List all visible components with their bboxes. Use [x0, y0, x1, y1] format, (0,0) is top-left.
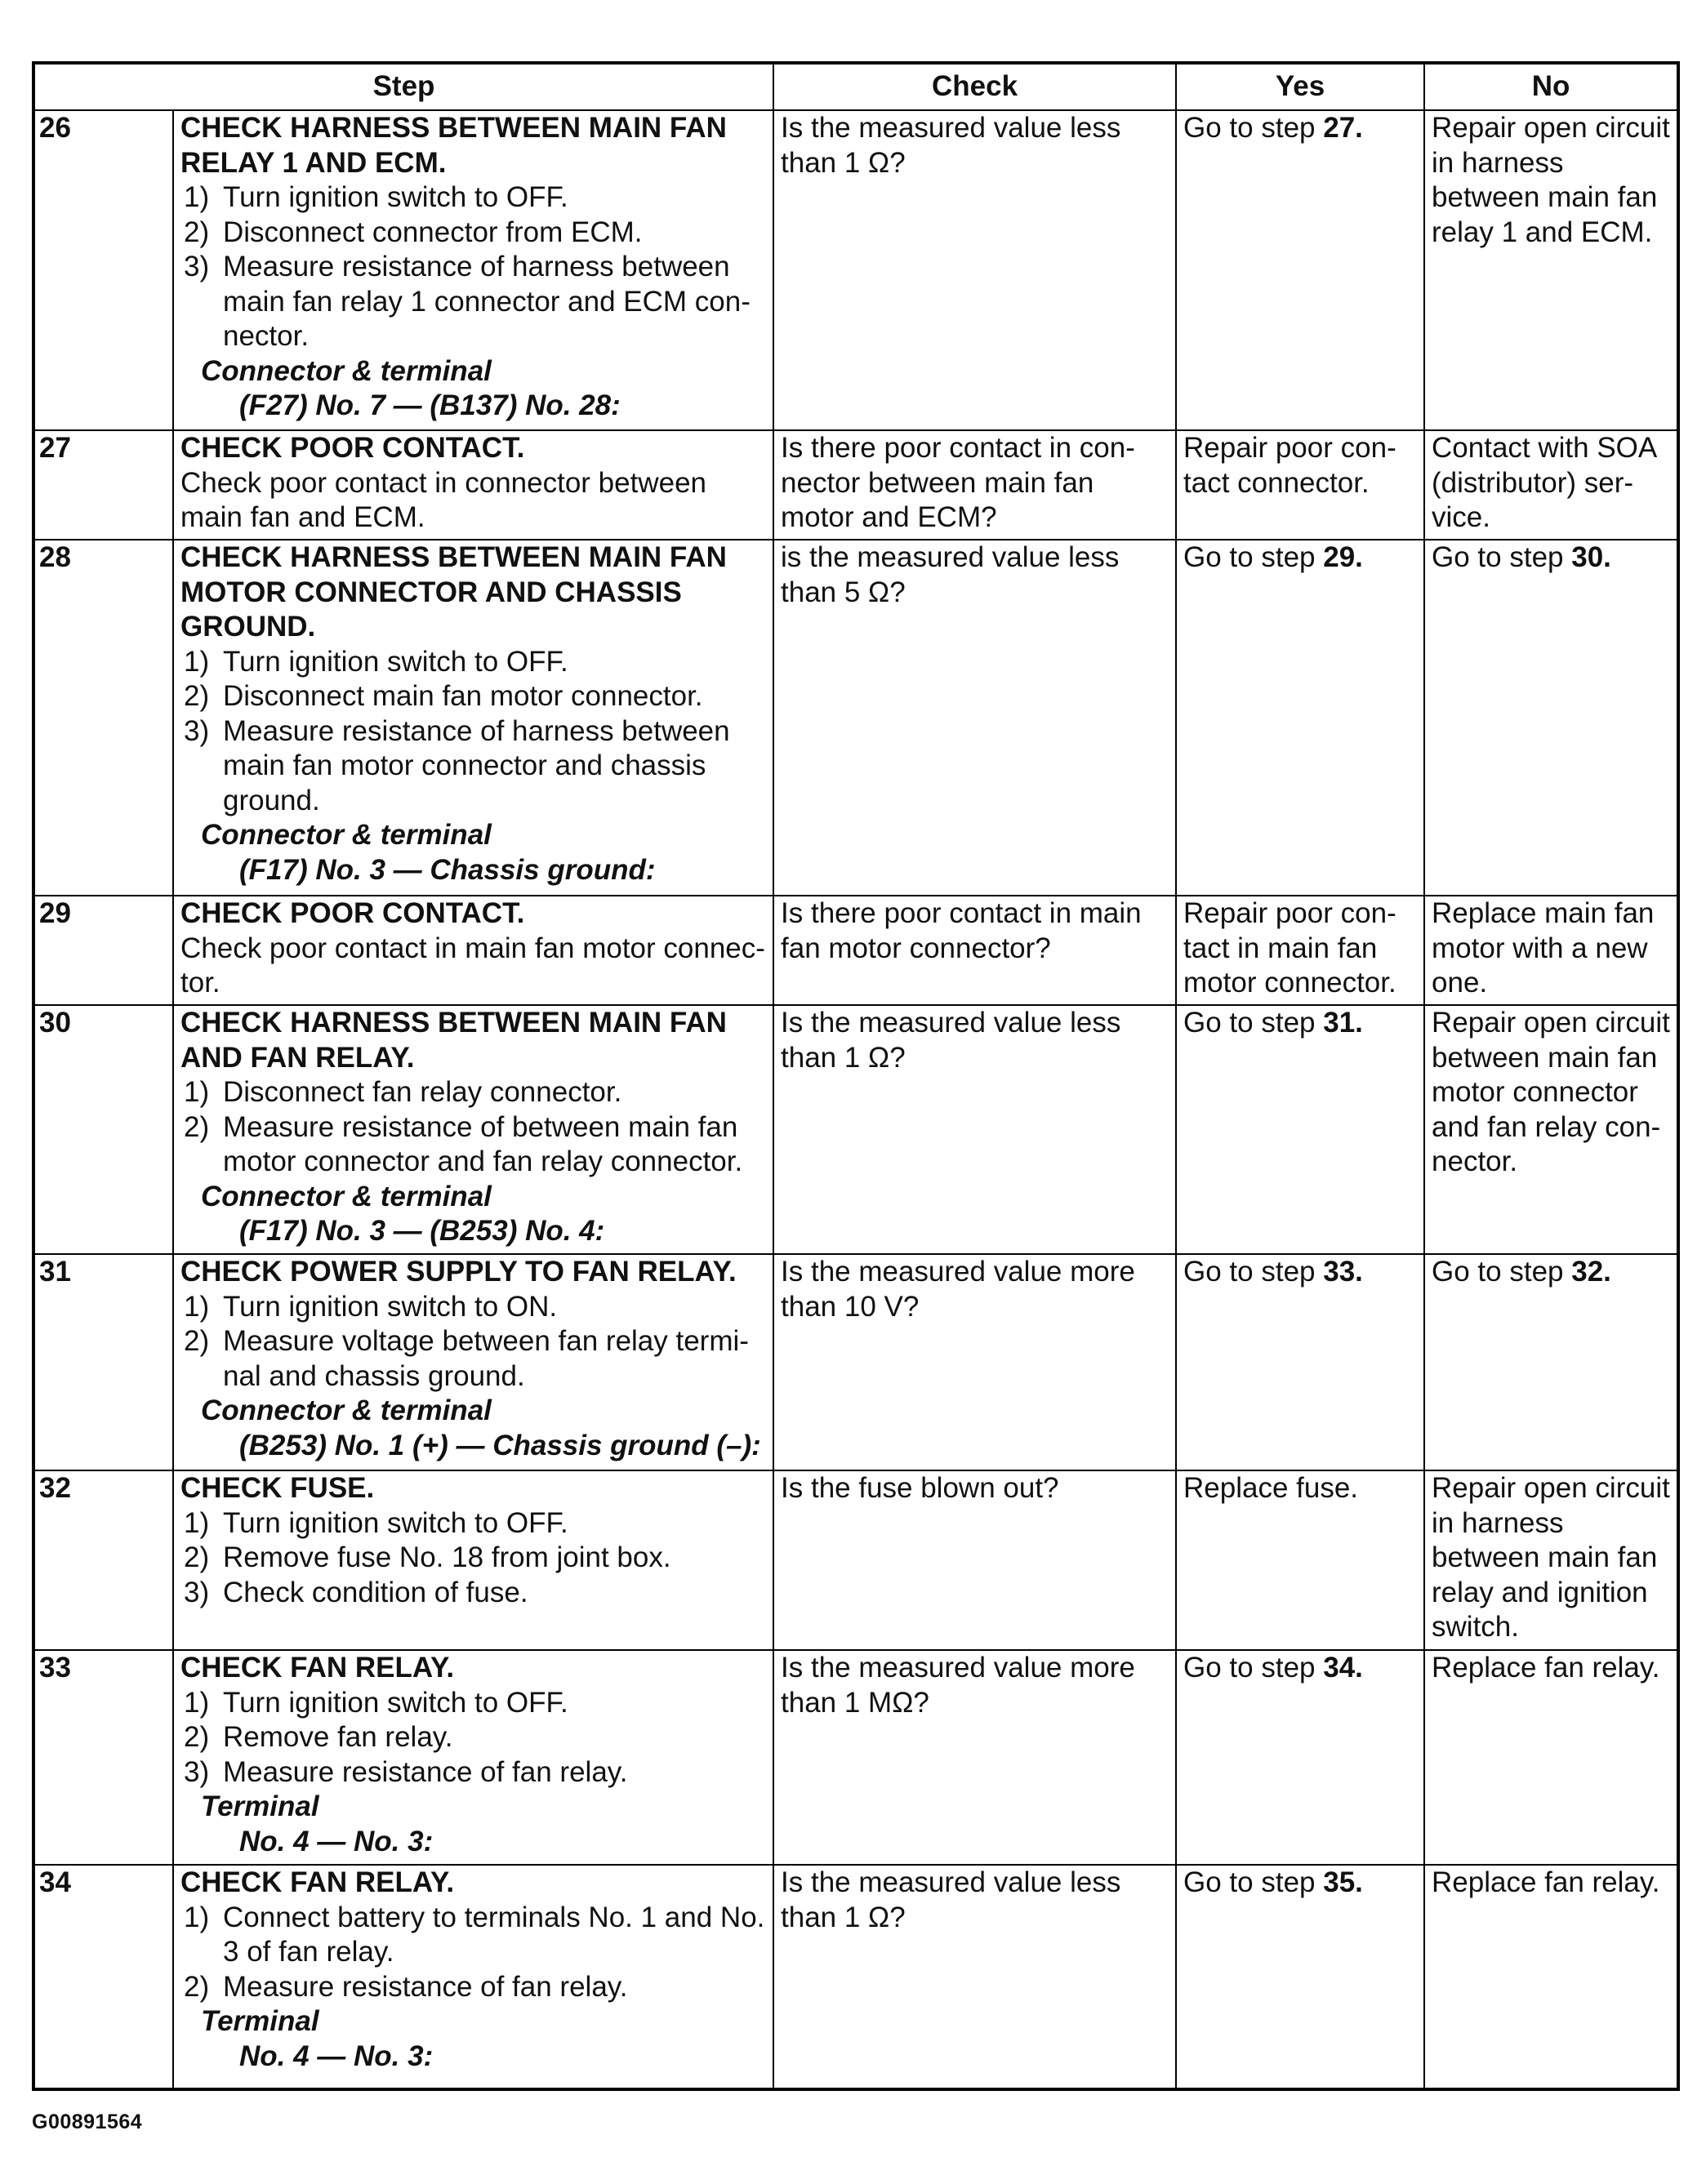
- step-description: [173, 540, 773, 896]
- substep-number: 1): [184, 645, 210, 678]
- connector-terminal-label: Connector & terminal: [201, 1180, 492, 1212]
- connector-terminal-value: No. 4 — No. 3:: [239, 2039, 434, 2072]
- connector-terminal-label: Connector & terminal: [201, 1394, 492, 1426]
- yes-step-ref: 33.: [1323, 1256, 1363, 1288]
- no-text: Go to step: [1432, 541, 1572, 573]
- no-text: Repair open circuit between main fan motor connector and fan relay connector.: [1432, 1007, 1670, 1177]
- step-title: CHECK POOR CONTACT.: [180, 897, 525, 929]
- connector-terminal-label: Terminal: [201, 2005, 319, 2037]
- no-action: [1424, 110, 1678, 430]
- substep-text: Measure resistance of harness between main fan motor connector and chassis ground.: [223, 714, 730, 816]
- substep-text: Disconnect connector from ECM.: [223, 216, 643, 248]
- table-header-row: [33, 63, 1678, 110]
- no-action: [1424, 1650, 1678, 1865]
- yes-step-ref: 29.: [1323, 541, 1363, 573]
- substep-text: Check condition of fuse.: [223, 1576, 528, 1608]
- substep: [180, 250, 768, 354]
- yes-text: Repair poor contact in main fan motor connector.: [1183, 897, 1396, 999]
- substep: [180, 1686, 768, 1721]
- substep: [180, 679, 768, 714]
- substep-number: 2): [184, 1970, 210, 2003]
- yes-action: [1176, 1254, 1424, 1470]
- substep-text: Disconnect main fan motor connector.: [223, 680, 703, 712]
- substep: [180, 1075, 768, 1110]
- no-text: Replace fan relay.: [1432, 1652, 1660, 1684]
- substep: [180, 180, 768, 216]
- yes-text: Repair poor contact connector.: [1183, 432, 1396, 499]
- substep-number: 1): [184, 1506, 210, 1539]
- substep-number: 2): [184, 216, 210, 248]
- yes-step-ref: 31.: [1323, 1007, 1363, 1039]
- table-row: [33, 1254, 1678, 1470]
- no-text: Repair open circuit in harness between main fan relay 1 and ECM.: [1432, 112, 1670, 248]
- step-description: [173, 896, 773, 1005]
- connector-terminal-label: Terminal: [201, 1790, 319, 1822]
- substep-text: Measure resistance of between main fan motor connector and fan relay connector.: [223, 1110, 743, 1177]
- substep: [180, 1110, 768, 1180]
- step-text: Check poor contact in connector between main fan and ECM.: [180, 466, 706, 533]
- yes-action: [1176, 1865, 1424, 2089]
- connector-terminal-label: Connector & terminal: [201, 819, 492, 851]
- no-text: Contact with SOA (distributor) service.: [1432, 432, 1656, 533]
- substep-text: Remove fan relay.: [223, 1721, 453, 1753]
- step-title: CHECK FUSE.: [180, 1472, 375, 1504]
- substep-text: Measure voltage between fan relay terminal and chassis ground.: [223, 1325, 749, 1392]
- yes-step-ref: 34.: [1323, 1652, 1363, 1684]
- no-text: Replace fan relay.: [1432, 1866, 1660, 1898]
- figure-id: G00891564: [32, 2111, 143, 2133]
- no-action: [1424, 1865, 1678, 2089]
- check-question: Is the measured value less than 1 Ω?: [773, 110, 1176, 430]
- header-step: Step: [33, 63, 773, 110]
- connector-terminal-value: (B253) No. 1 (+) — Chassis ground (–):: [239, 1429, 761, 1461]
- yes-step-ref: 27.: [1323, 112, 1363, 144]
- substep-text: Measure resistance of fan relay.: [223, 1970, 628, 2003]
- table-row: [33, 1650, 1678, 1865]
- yes-action: [1176, 110, 1424, 430]
- step-number: 28: [33, 540, 173, 896]
- step-description: [173, 1865, 773, 2089]
- substep: [180, 1324, 768, 1394]
- substep-text: Turn ignition switch to ON.: [223, 1290, 558, 1323]
- substep: [180, 1541, 768, 1576]
- no-text: Replace main fan motor with a new one.: [1432, 897, 1655, 999]
- connector-terminal-value: (F17) No. 3 — (B253) No. 4:: [239, 1215, 605, 1247]
- table-row: [33, 110, 1678, 430]
- no-action: [1424, 896, 1678, 1005]
- substep-text: Remove fuse No. 18 from joint box.: [223, 1541, 671, 1573]
- no-step-ref: 32.: [1571, 1256, 1611, 1288]
- substep-text: Measure resistance of harness between main fan relay 1 connector and ECM connector.: [223, 251, 751, 352]
- yes-text: Go to step: [1183, 1652, 1324, 1684]
- step-number: 26: [33, 110, 173, 430]
- substep-number: 3): [184, 251, 210, 282]
- step-title: CHECK FAN RELAY.: [180, 1652, 455, 1684]
- check-question: Is the measured value more than 1 MΩ?: [773, 1650, 1176, 1865]
- yes-text: Go to step: [1183, 1256, 1324, 1288]
- step-description: [173, 1254, 773, 1470]
- yes-action: [1176, 1470, 1424, 1650]
- substep-number: 1): [184, 1686, 210, 1719]
- step-number: 34: [33, 1865, 173, 2089]
- substep-number: 1): [184, 1076, 210, 1108]
- substep-text: Connect battery to terminals No. 1 and No. 3 of fan relay.: [223, 1901, 765, 1968]
- check-question: Is the fuse blown out?: [773, 1470, 1176, 1650]
- yes-action: [1176, 896, 1424, 1005]
- substep-number: 1): [184, 181, 210, 213]
- substep: [180, 1720, 768, 1755]
- header-check: Check: [773, 63, 1176, 110]
- header-no: No: [1424, 63, 1678, 110]
- no-text: Repair open circuit in harness between main fan relay and ignition switch.: [1432, 1472, 1670, 1643]
- step-title: CHECK POWER SUPPLY TO FAN RELAY.: [180, 1256, 737, 1288]
- substep: [180, 1506, 768, 1541]
- yes-action: [1176, 1650, 1424, 1865]
- substep-text: Turn ignition switch to OFF.: [223, 1686, 568, 1719]
- substep-number: 2): [184, 1721, 210, 1753]
- step-description: [173, 430, 773, 540]
- connector-terminal-value: No. 4 — No. 3:: [239, 1825, 434, 1857]
- substep-number: 1): [184, 1290, 210, 1323]
- yes-action: [1176, 1005, 1424, 1254]
- step-description: [173, 110, 773, 430]
- no-action: [1424, 430, 1678, 540]
- table-row: [33, 896, 1678, 1005]
- substep-text: Measure resistance of fan relay.: [223, 1755, 628, 1788]
- check-question: Is there poor contact in main fan motor connector?: [773, 896, 1176, 1005]
- no-step-ref: 30.: [1571, 541, 1611, 573]
- step-title: CHECK HARNESS BETWEEN MAIN FAN AND FAN RELAY.: [180, 1007, 727, 1074]
- substep: [180, 1970, 768, 2005]
- substep-number: 2): [184, 1541, 210, 1573]
- check-question: Is the measured value less than 1 Ω?: [773, 1865, 1176, 2089]
- step-number: 32: [33, 1470, 173, 1650]
- step-title: CHECK HARNESS BETWEEN MAIN FAN MOTOR CONNECTOR AND CHASSIS GROUND.: [180, 541, 727, 643]
- check-question: Is there poor contact in connector between main fan motor and ECM?: [773, 430, 1176, 540]
- substep-number: 3): [184, 1755, 210, 1788]
- table-row: [33, 540, 1678, 896]
- step-number: 30: [33, 1005, 173, 1254]
- substep-text: Disconnect fan relay connector.: [223, 1076, 622, 1108]
- no-action: [1424, 540, 1678, 896]
- substep-text: Turn ignition switch to OFF.: [223, 645, 568, 678]
- table-row: [33, 1470, 1678, 1650]
- connector-terminal-value: (F27) No. 7 — (B137) No. 28:: [239, 389, 621, 421]
- yes-text: Go to step: [1183, 112, 1324, 144]
- no-action: [1424, 1470, 1678, 1650]
- substep-number: 3): [184, 1576, 210, 1608]
- step-number: 31: [33, 1254, 173, 1470]
- step-description: [173, 1650, 773, 1865]
- table-row: [33, 1005, 1678, 1254]
- yes-text: Go to step: [1183, 541, 1324, 573]
- connector-terminal-value: (F17) No. 3 — Chassis ground:: [239, 853, 656, 886]
- substep-text: Turn ignition switch to OFF.: [223, 1506, 568, 1539]
- yes-text: Go to step: [1183, 1866, 1324, 1898]
- diagnostic-table: [32, 61, 1680, 2091]
- substep: [180, 1901, 768, 1970]
- no-action: [1424, 1005, 1678, 1254]
- table-row: [33, 430, 1678, 540]
- step-title: CHECK FAN RELAY.: [180, 1866, 455, 1898]
- substep-text: Turn ignition switch to OFF.: [223, 181, 568, 213]
- yes-action: [1176, 430, 1424, 540]
- step-description: [173, 1005, 773, 1254]
- table-row: [33, 1865, 1678, 2089]
- substep-number: 2): [184, 1325, 210, 1357]
- yes-action: [1176, 540, 1424, 896]
- substep: [180, 1755, 768, 1790]
- step-number: 27: [33, 430, 173, 540]
- substep-number: 1): [184, 1901, 210, 1933]
- substep: [180, 645, 768, 680]
- step-description: [173, 1470, 773, 1650]
- substep: [180, 216, 768, 251]
- substep: [180, 1290, 768, 1325]
- step-text: Check poor contact in main fan motor connector.: [180, 932, 765, 999]
- check-question: Is the measured value more than 10 V?: [773, 1254, 1176, 1470]
- substep-number: 3): [184, 714, 210, 747]
- check-question: Is the measured value less than 1 Ω?: [773, 1005, 1176, 1254]
- step-number: 33: [33, 1650, 173, 1865]
- substep-number: 2): [184, 1110, 210, 1143]
- substep: [180, 714, 768, 819]
- no-action: [1424, 1254, 1678, 1470]
- header-yes: Yes: [1176, 63, 1424, 110]
- no-text: Go to step: [1432, 1256, 1572, 1288]
- yes-text: Go to step: [1183, 1007, 1324, 1039]
- connector-terminal-label: Connector & terminal: [201, 354, 492, 387]
- step-title: CHECK HARNESS BETWEEN MAIN FAN RELAY 1 AND ECM.: [180, 112, 727, 179]
- yes-step-ref: 35.: [1323, 1866, 1363, 1898]
- step-number: 29: [33, 896, 173, 1005]
- yes-text: Replace fuse.: [1183, 1472, 1359, 1504]
- step-title: CHECK POOR CONTACT.: [180, 432, 525, 464]
- substep-number: 2): [184, 680, 210, 712]
- substep: [180, 1576, 768, 1611]
- check-question: is the measured value less than 5 Ω?: [773, 540, 1176, 896]
